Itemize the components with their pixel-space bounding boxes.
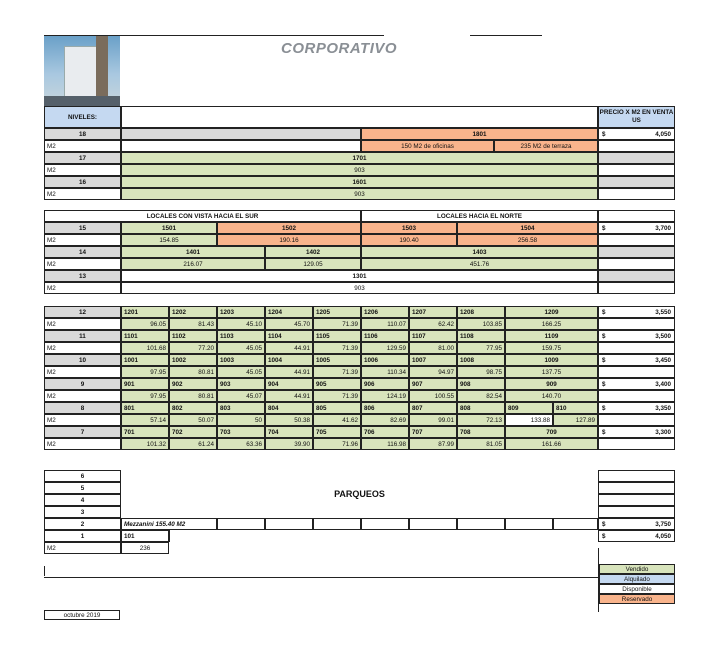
area-cell: 82.54 [457, 390, 505, 402]
unit-cell: 801 [121, 402, 169, 414]
unit-cell: 707 [409, 426, 457, 438]
unit-cell: 1109 [505, 330, 598, 342]
unit-cell: 1202 [169, 306, 217, 318]
unit-cell: 1105 [313, 330, 361, 342]
area-cell: 45.70 [265, 318, 313, 330]
area-cell: 50.38 [265, 414, 313, 426]
area-cell: 82.69 [361, 414, 409, 426]
unit-cell: 805 [313, 402, 361, 414]
unit-cell: 1004 [265, 354, 313, 366]
unit-cell: 907 [409, 378, 457, 390]
area-cell: 166.25 [505, 318, 598, 330]
unit-cell: 908 [457, 378, 505, 390]
area-cell: 99.01 [409, 414, 457, 426]
area-cell: 80.81 [169, 366, 217, 378]
price-cell: $ 3,500 [598, 330, 675, 342]
area-cell: 129.59 [361, 342, 409, 354]
area-cell: 81.00 [409, 342, 457, 354]
unit-cell: 803 [217, 402, 265, 414]
legend-rented: Alquilado [599, 574, 675, 584]
unit-cell: 703 [217, 426, 265, 438]
unit-cell: 1005 [313, 354, 361, 366]
area-cell: 103.85 [457, 318, 505, 330]
area-cell: 44.91 [265, 366, 313, 378]
area-cell: 50.07 [169, 414, 217, 426]
unit-cell: 1206 [361, 306, 409, 318]
area-cell: 81.05 [457, 438, 505, 450]
unit-1801: 1801 [361, 128, 598, 140]
price-18: $ 4,050 [598, 128, 675, 140]
area-cell: 94.97 [409, 366, 457, 378]
unit-cell: 706 [361, 426, 409, 438]
price-sheet: CORPORATIVO NIVELES: PRECIO X M2 EN VENTA US 18 1801 $ 4,050 M2 150 M2 de oficinas 235 M2 de terraza 17 1701 M2 903 16 1601 M2 903 LOCALES CON VISTA HACIA EL SUR LOCALES HACIA EL NORTE 15 1501 1502 1503 1504 $ 3,700 M2 154.85 190.16 190.40 256.58 14 1401 1402 1403 M2 216.07 129.05 451.76 13 1301 M2 903 12 1201 1202 1203 1204 1205 1206 1207 1208 1209 $ 3,550 M2 96.05 81.43 45.10 45.70 71.39 110.07 62.42 103.85 166.25 11 1101 1102 1103 1104 1105 1106 1107 1108 1109 $ 3,500 M2 101.68 77.20 45.05 44.91 71.39 129.59 81.00 77.95 159.75 10 1001 1002 1003 1004 1005 1006 1007 1008 1009 $ 3,450 M2 97.95 80.81 45.05 44.91 71.39 110.34 94.97 98.75 137.75 9 901 902 903 904 905 906 907 908 909 $ 3,400 M2 97.95 80.81 45.07 44.91 71.39 124.19 100.55 82.54 140.70 8 801 802 803 804 805 806 807 808 809 810 $ 3,350 M2 57.14 50.07 50 50.38 41.62 82.69 99.01 72.13 133.88 127.89 7 701 702 703 704 705 706 707 708 709 $ 3,300 M2 101.32 61.24 63.36 39.90 71.96 116.98 87.99 81.05 161.66 6 5 4 3 2 Mezzanini 155.40 M2 $ 3,750 1 101 $ 4,050 M2 236 PARQUEOS Vendido Alquilado Disponible Reservado octubre 2019 [0, 0, 721, 655]
area-cell: 71.39 [313, 390, 361, 402]
section-south: LOCALES CON VISTA HACIA EL SUR [44, 210, 361, 222]
section-north: LOCALES HACIA EL NORTE [361, 210, 598, 222]
footer-date: octubre 2019 [44, 610, 120, 620]
unit-cell: 905 [313, 378, 361, 390]
unit-101: 101 [121, 530, 169, 542]
price-15: $ 3,700 [598, 222, 675, 234]
price-cell: $ 3,350 [598, 402, 675, 414]
area-cell: 81.43 [169, 318, 217, 330]
area-cell: 101.68 [121, 342, 169, 354]
unit-1601: 1601 [121, 176, 598, 188]
unit-cell: 701 [121, 426, 169, 438]
unit-cell: 904 [265, 378, 313, 390]
area-cell: 80.81 [169, 390, 217, 402]
unit-cell: 705 [313, 426, 361, 438]
area-cell: 61.24 [169, 438, 217, 450]
unit-cell: 1203 [217, 306, 265, 318]
unit-1301: 1301 [121, 270, 598, 282]
area-cell: 100.55 [409, 390, 457, 402]
area-cell: 71.39 [313, 318, 361, 330]
unit-cell: 807 [409, 402, 457, 414]
price-cell: $ 3,550 [598, 306, 675, 318]
unit-cell: 808 [457, 402, 505, 414]
area-cell: 72.13 [457, 414, 505, 426]
unit-cell: 709 [505, 426, 598, 438]
area-cell: 97.95 [121, 366, 169, 378]
status-legend [599, 564, 675, 604]
unit-cell: 1204 [265, 306, 313, 318]
area-cell: 101.32 [121, 438, 169, 450]
price-cell: $ 3,300 [598, 426, 675, 438]
price-header: PRECIO X M2 EN VENTA US [598, 106, 675, 128]
unit-cell: 1006 [361, 354, 409, 366]
area-cell: 50 [217, 414, 265, 426]
area-cell: 116.98 [361, 438, 409, 450]
area-cell: 71.39 [313, 342, 361, 354]
area-cell: 63.36 [217, 438, 265, 450]
area-cell: 110.34 [361, 366, 409, 378]
unit-cell: 902 [169, 378, 217, 390]
area-cell: 110.07 [361, 318, 409, 330]
price-1: $ 4,050 [598, 530, 675, 542]
top-rule-right [470, 35, 542, 36]
unit-cell: 704 [265, 426, 313, 438]
page-title: CORPORATIVO [281, 40, 398, 57]
area-cell: 133.88 [505, 414, 553, 426]
niveles-header: NIVELES: [44, 106, 121, 128]
area-cell: 97.95 [121, 390, 169, 402]
unit-cell: 1209 [505, 306, 598, 318]
unit-cell: 1108 [457, 330, 505, 342]
area-cell: 62.42 [409, 318, 457, 330]
unit-cell: 903 [217, 378, 265, 390]
area-cell: 44.91 [265, 390, 313, 402]
unit-cell: 1205 [313, 306, 361, 318]
price-2: $ 3,750 [598, 518, 675, 530]
area-cell: 77.20 [169, 342, 217, 354]
mezzanine: Mezzanini 155.40 M2 [121, 518, 217, 530]
area-cell: 98.75 [457, 366, 505, 378]
unit-cell: 1103 [217, 330, 265, 342]
area-cell: 96.05 [121, 318, 169, 330]
unit-cell: 806 [361, 402, 409, 414]
unit-cell: 906 [361, 378, 409, 390]
area-cell: 71.39 [313, 366, 361, 378]
unit-cell: 1106 [361, 330, 409, 342]
office-area: 150 M2 de oficinas [361, 140, 494, 152]
area-cell: 87.99 [409, 438, 457, 450]
unit-cell: 1207 [409, 306, 457, 318]
unit-cell: 802 [169, 402, 217, 414]
unit-cell: 810 [553, 402, 598, 414]
area-cell: 57.14 [121, 414, 169, 426]
terrace-area: 235 M2 de terraza [494, 140, 598, 152]
unit-cell: 1002 [169, 354, 217, 366]
unit-cell: 901 [121, 378, 169, 390]
unit-cell: 1008 [457, 354, 505, 366]
area-cell: 39.90 [265, 438, 313, 450]
legend-available: Disponible [599, 584, 675, 594]
unit-cell: 1104 [265, 330, 313, 342]
unit-1701: 1701 [121, 152, 598, 164]
area-cell: 41.62 [313, 414, 361, 426]
unit-cell: 702 [169, 426, 217, 438]
area-cell: 140.70 [505, 390, 598, 402]
unit-cell: 909 [505, 378, 598, 390]
unit-cell: 1003 [217, 354, 265, 366]
area-cell: 124.19 [361, 390, 409, 402]
unit-cell: 1107 [409, 330, 457, 342]
unit-cell: 1208 [457, 306, 505, 318]
unit-cell: 1101 [121, 330, 169, 342]
price-cell: $ 3,450 [598, 354, 675, 366]
area-cell: 44.91 [265, 342, 313, 354]
unit-cell: 1102 [169, 330, 217, 342]
unit-cell: 1001 [121, 354, 169, 366]
legend-reserved: Reservado [599, 594, 675, 604]
unit-cell: 1009 [505, 354, 598, 366]
unit-cell: 804 [265, 402, 313, 414]
unit-cell: 1201 [121, 306, 169, 318]
legend-sold: Vendido [599, 564, 675, 574]
area-cell: 45.10 [217, 318, 265, 330]
area-cell: 45.05 [217, 342, 265, 354]
unit-cell: 809 [505, 402, 553, 414]
parking-label: PARQUEOS [334, 489, 385, 499]
unit-cell: 1007 [409, 354, 457, 366]
area-cell: 137.75 [505, 366, 598, 378]
building-photo [44, 36, 120, 106]
price-cell: $ 3,400 [598, 378, 675, 390]
area-cell: 77.95 [457, 342, 505, 354]
area-cell: 45.07 [217, 390, 265, 402]
area-cell: 159.75 [505, 342, 598, 354]
area-cell: 127.89 [553, 414, 598, 426]
unit-cell: 708 [457, 426, 505, 438]
area-cell: 45.05 [217, 366, 265, 378]
area-cell: 71.96 [313, 438, 361, 450]
area-cell: 161.66 [505, 438, 598, 450]
